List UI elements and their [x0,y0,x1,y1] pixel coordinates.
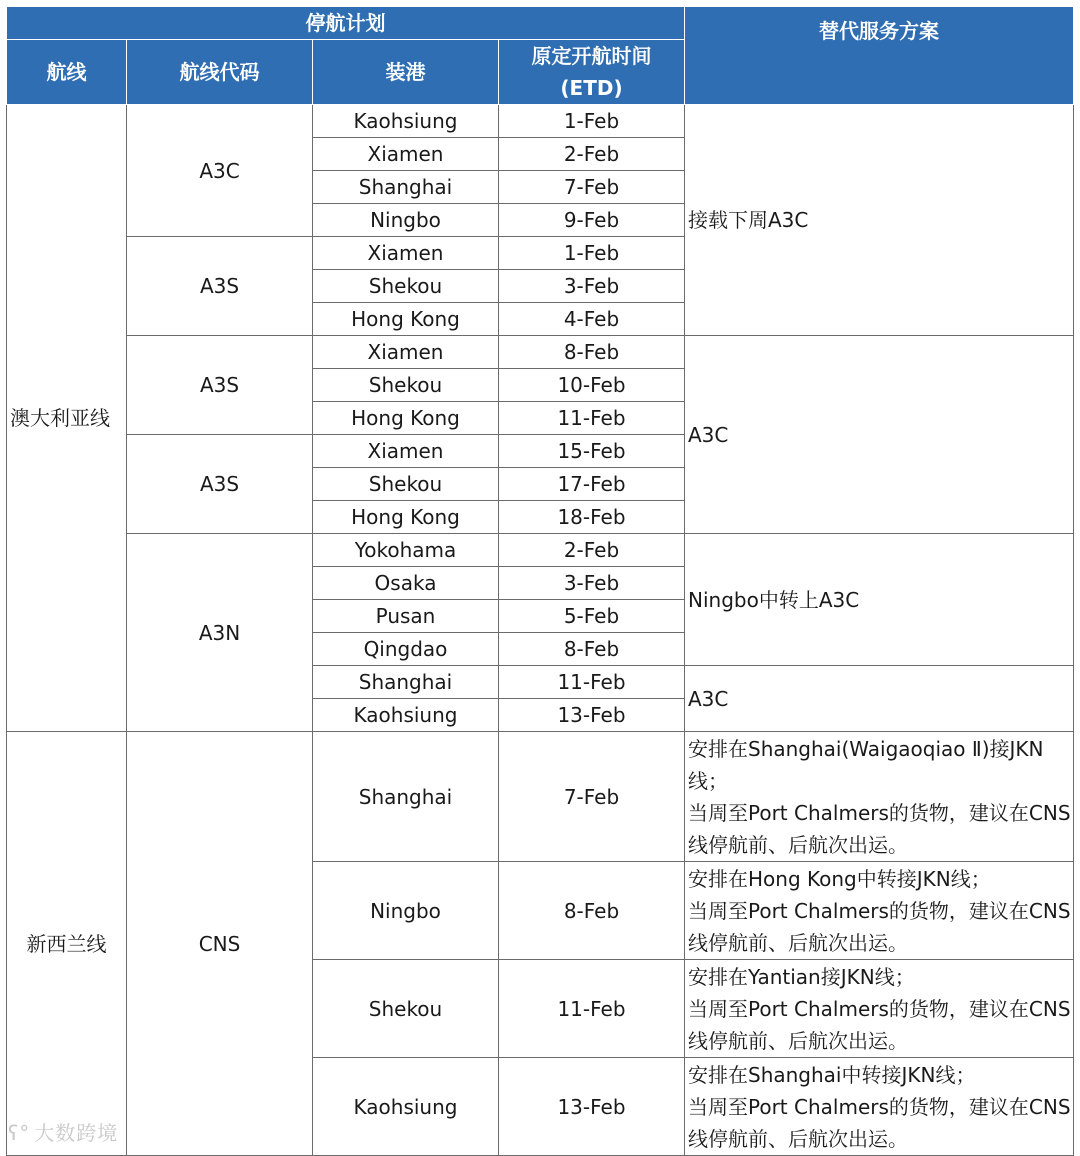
watermark [8,1117,118,1146]
port-cell: Shekou [313,468,499,501]
alt-service-cell: 安排在Hong Kong中转接JKN线； 当周至Port Chalmers的货物，建议在CNS线停航前、后航次出运。 [685,862,1074,960]
alt-service-cell: 接载下周A3C [685,105,1074,336]
route-new-zealand: 新西兰线 [7,732,127,1156]
route-code: A3S [127,336,313,435]
etd-cell: 2-Feb [499,138,685,171]
etd-cell: 8-Feb [499,862,685,960]
route-code: A3N [127,534,313,732]
etd-cell: 11-Feb [499,402,685,435]
port-cell: Xiamen [313,138,499,171]
watermark-text: 大数跨境 [34,1121,119,1145]
port-cell: Shekou [313,369,499,402]
port-cell: Shekou [313,270,499,303]
header-loading-port: 装港 [313,40,499,105]
port-cell: Shanghai [313,732,499,862]
alt-service-cell: 安排在Shanghai中转接JKN线； 当周至Port Chalmers的货物，建议在CNS线停航前、后航次出运。 [685,1058,1074,1156]
header-etd [499,40,685,105]
etd-cell: 8-Feb [499,633,685,666]
port-cell: Xiamen [313,237,499,270]
port-cell: Ningbo [313,204,499,237]
header-alt-service: 替代服务方案 [685,7,1074,105]
port-cell: Xiamen [313,336,499,369]
etd-cell: 11-Feb [499,666,685,699]
alt-service-cell: 安排在Shanghai(Waigaoqiao Ⅱ)接JKN线； 当周至Port Chalmers的货物，建议在CNS线停航前、后航次出运。 [685,732,1074,862]
port-cell: Kaohsiung [313,105,499,138]
port-cell: Shekou [313,960,499,1058]
header-group-title: 停航计划 [7,7,685,40]
etd-cell: 3-Feb [499,270,685,303]
port-cell: Hong Kong [313,303,499,336]
header-route-code: 航线代码 [127,40,313,105]
alt-service-cell: Ningbo中转上A3C [685,534,1074,666]
route-code: CNS [127,732,313,1156]
route-code: A3C [127,105,313,237]
etd-cell: 3-Feb [499,567,685,600]
route-australia: 澳大利亚线 [7,105,127,732]
port-cell: Shanghai [313,171,499,204]
etd-cell: 4-Feb [499,303,685,336]
etd-cell: 8-Feb [499,336,685,369]
etd-cell: 1-Feb [499,105,685,138]
suspension-schedule-table [6,6,1074,1156]
port-cell: Ningbo [313,862,499,960]
etd-cell: 5-Feb [499,600,685,633]
alt-service-cell: A3C [685,666,1074,732]
port-cell: Pusan [313,600,499,633]
port-cell: Kaohsiung [313,1058,499,1156]
etd-cell: 10-Feb [499,369,685,402]
port-cell: Yokohama [313,534,499,567]
etd-cell: 17-Feb [499,468,685,501]
port-cell: Osaka [313,567,499,600]
route-code: A3S [127,435,313,534]
header-etd-line1: 原定开航时间 [531,44,652,68]
alt-service-cell: A3C [685,336,1074,534]
port-cell: Hong Kong [313,501,499,534]
etd-cell: 13-Feb [499,699,685,732]
etd-cell: 7-Feb [499,171,685,204]
header-route: 航线 [7,40,127,105]
alt-service-cell: 安排在Yantian接JKN线； 当周至Port Chalmers的货物，建议在CNS线停航前、后航次出运。 [685,960,1074,1058]
etd-cell: 9-Feb [499,204,685,237]
port-cell: Hong Kong [313,402,499,435]
watermark-logo-icon: ʕ° [8,1121,31,1145]
etd-cell: 1-Feb [499,237,685,270]
etd-cell: 2-Feb [499,534,685,567]
etd-cell: 18-Feb [499,501,685,534]
port-cell: Qingdao [313,633,499,666]
etd-cell: 15-Feb [499,435,685,468]
etd-cell: 7-Feb [499,732,685,862]
header-etd-line2: (ETD) [560,76,623,100]
etd-cell: 13-Feb [499,1058,685,1156]
port-cell: Xiamen [313,435,499,468]
port-cell: Shanghai [313,666,499,699]
route-code: A3S [127,237,313,336]
port-cell: Kaohsiung [313,699,499,732]
etd-cell: 11-Feb [499,960,685,1058]
